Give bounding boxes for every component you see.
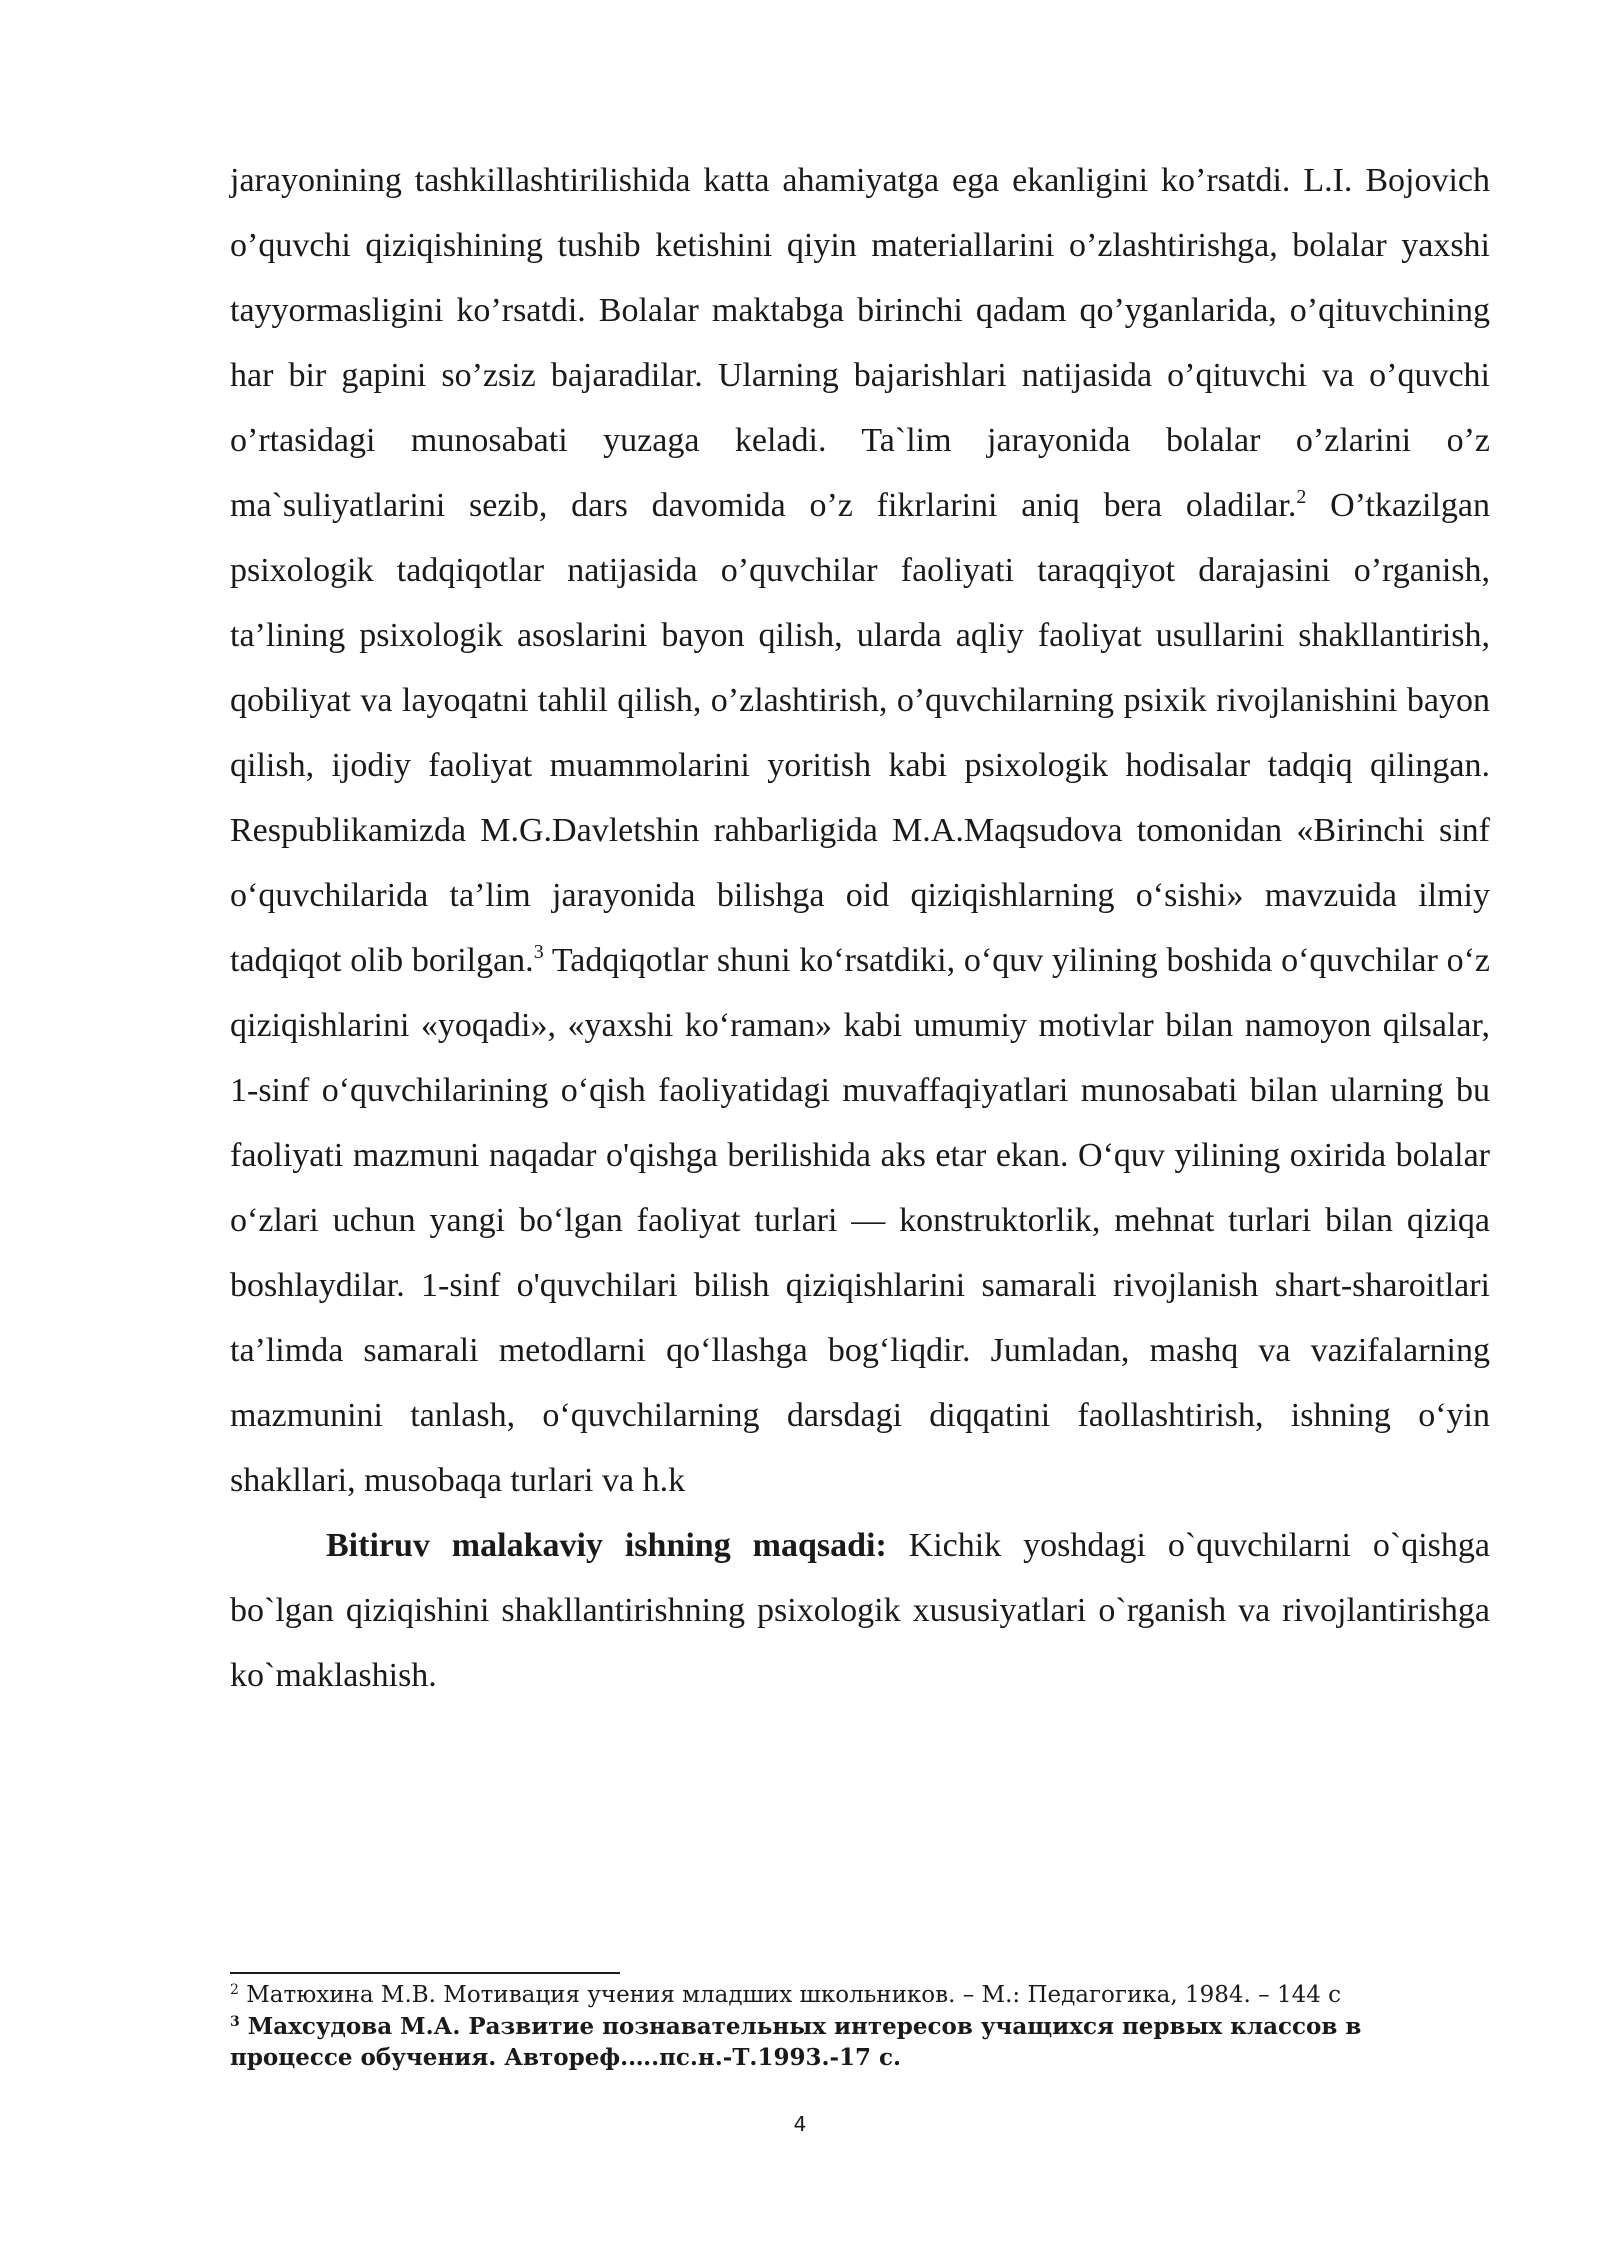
paragraph-text-part1: jarayonining tashkillashtirilishida katta ahamiyatga ega ekanligini ko’rsatdi. L.I. Bojovich o’quvchi qiziqishining tushib ketishini qiyin materiallarini o’zlashtirishga, bolalar yaxshi tayyormasligini ko’rsatdi. Bolalar maktabga birinchi qadam qo’yganlarida, o’qituvchining har bir gapini so’zsiz bajaradilar. Ularning bajarishlari natijasida o’qituvchi va o’quvchi o’rtasidagi munosabati yuzaga keladi. Ta`lim jarayonida bolalar o’zlarini o’z ma`suliyatlarini sezib, dars davomida o’z fikrlarini aniq bera oladilar.: [230, 162, 1490, 524]
footnote-number: 3: [230, 2014, 240, 2030]
body-paragraph: [230, 148, 1490, 1513]
goal-text: Kichik yoshdagi o`quvchilarni o`qishga bo`lgan qiziqishini shakllantirishning psixologik xususiyatlari o`rganish va rivojlantirishga ko`maklashish.: [230, 1527, 1490, 1694]
paragraph-text-part2: O’tkazilgan psixologik tadqiqotlar natijasida o’quvchilar faoliyati taraqqiyot darajasini o’rganish, ta’lining psixologik asoslarini bayon qilish, ularda aqliy faoliyat usullarini shakllantirish, qobiliyat va layoqatni tahlil qilish, o’zlashtirish, o’quvchilarning psixik rivojlanishini bayon qilish, ijodiy faoliyat muammolarini yoritish kabi psixologik hodisalar tadqiq qilingan. Respublikamizda M.G.Davletshin rahbarligida M.A.Maqsudova tomonidan «Birinchi sinf o‘quvchilarida ta’lim jarayonida bilishga oid qiziqishlarning o‘sishi» mavzuida ilmiy tadqiqot olib borilgan.: [230, 487, 1490, 979]
footnote-text: Махсудова М.А. Развитие познавательных интересов учащихся первых классов в процессе обучения. Автореф.….пс.н.-Т.1993.-17 с.: [230, 2013, 1362, 2071]
page-number: 4: [793, 2112, 807, 2136]
footnote-2: [230, 1980, 1460, 2011]
goal-paragraph: [230, 1513, 1490, 1708]
footnotes: [230, 1980, 1460, 2073]
main-text: [230, 148, 1490, 1708]
footnote-ref-3[interactable]: 3: [533, 941, 544, 963]
footnote-3: [230, 2011, 1460, 2073]
paragraph-text-part3: Tadqiqotlar shuni ko‘rsatdiki, o‘quv yilining boshida o‘quvchilar o‘z qiziqishlarini «yoqadi», «yaxshi ko‘raman» kabi umumiy motivlar bilan namoyon qilsalar, 1-sinf o‘quvchilarining o‘qish faoliyatidagi muvaffaqiyatlari munosabati bilan ularning bu faoliyati mazmuni naqadar o'qishga berilishida aks etar ekan. O‘quv yilining oxirida bolalar o‘zlari uchun yangi bo‘lgan faoliyat turlari — konstruktorlik, mehnat turlari bilan qiziqa boshlaydilar. 1-sinf o'quvchilari bilish qiziqishlarini samarali rivojlanish shart-sharoitlari ta’limda samarali metodlarni qo‘llashga bog‘liqdir. Jumladan, mashq va vazifalarning mazmunini tanlash, o‘quvchilarning darsdagi diqqatini faollashtirish, ishning o‘yin shakllari, musobaqa turlari va h.k: [230, 942, 1490, 1499]
footnote-number: 2: [230, 1982, 239, 1998]
goal-label: Bitiruv malakaviy ishning maqsadi:: [326, 1527, 887, 1564]
footnote-text: Матюхина М.В. Мотивация учения младших школьников. – М.: Педагогика, 1984. – 144 с: [238, 1982, 1342, 2008]
footnote-ref-2[interactable]: 2: [1296, 486, 1307, 508]
footnote-separator: [230, 1972, 620, 1974]
